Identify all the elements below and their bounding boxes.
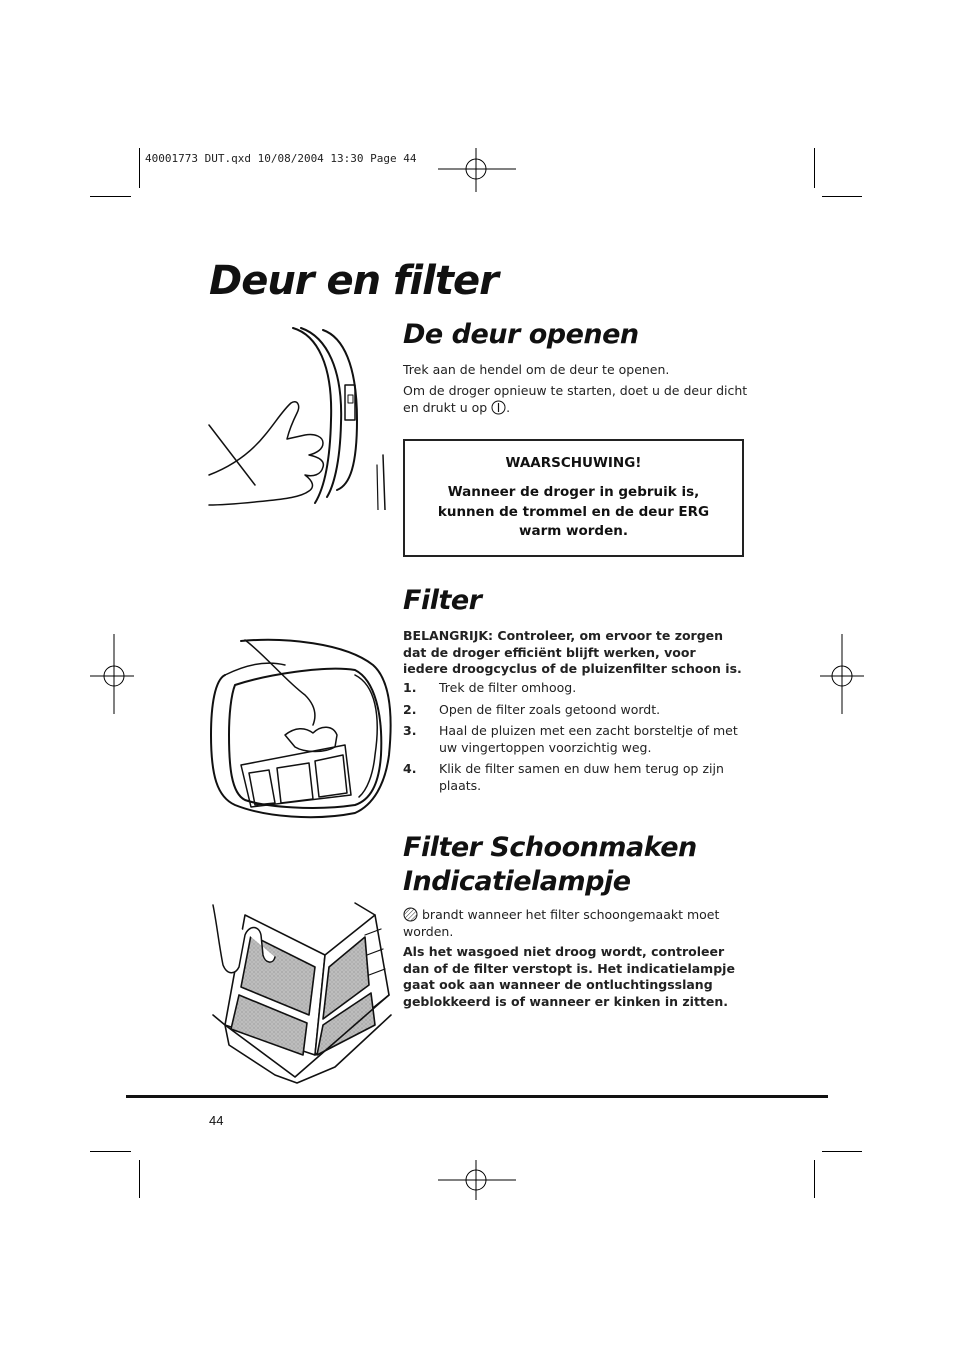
door-instruction-2-text: Om de droger opnieuw te starten, doet u de deur dicht en drukt u op <box>403 383 748 415</box>
step-text: Klik de filter samen en duw hem terug op zijn plaats. <box>439 761 724 793</box>
filter-indicator-icon <box>403 907 418 922</box>
filter-important-note: BELANGRIJK: Controleer, om ervoor te zorgen dat de droger efficiënt blijft werken, voor iedere droogcyclus of de pluizenfilter schoon is. <box>403 628 742 676</box>
door-instruction-1: Trek aan de hendel om de deur te openen. <box>403 362 670 377</box>
registration-mark-left <box>90 634 134 714</box>
step-number: 2. <box>403 701 417 717</box>
indicator-description <box>403 907 748 940</box>
indicator-section-heading <box>403 831 697 899</box>
list-item <box>403 680 748 697</box>
filter-steps-list <box>403 680 748 799</box>
door-instruction-2-suffix: . <box>506 399 511 415</box>
registration-mark-bottom <box>438 1160 518 1200</box>
filter-cleaning-illustration <box>205 895 395 1085</box>
file-slug: 40001773 DUT.qxd 10/08/2004 13:30 Page 44 <box>145 152 417 165</box>
step-text: Open de filter zoals getoond wordt. <box>439 701 661 717</box>
step-text: Trek de filter omhoog. <box>439 680 577 695</box>
step-number: 3. <box>403 723 417 738</box>
power-button-icon <box>491 400 506 415</box>
list-item <box>403 761 748 794</box>
door-section-heading: De deur openen <box>403 319 639 350</box>
door-opening-illustration <box>205 325 395 510</box>
footer-rule <box>126 1095 828 1098</box>
list-item <box>403 702 748 719</box>
page-number: 44 <box>209 1113 224 1128</box>
warning-box <box>403 439 744 557</box>
step-text: Haal de pluizen met een zacht borsteltje of met uw vingertoppen voorzichtig weg. <box>439 723 738 755</box>
registration-mark-right <box>820 634 864 714</box>
page-title: Deur en filter <box>209 258 498 304</box>
indicator-warning-note: Als het wasgoed niet droog wordt, controleer dan of de filter verstopt is. Het indicatielampje gaat ook aan wanneer de ontluchtingsslang geblokkeerd is of wanneer er kinken in zitten. <box>403 944 735 1009</box>
registration-mark-top <box>438 148 518 192</box>
warning-text: Wanneer de droger in gebruik is, kunnen de trommel en de deur ERG warm worden. <box>437 484 710 539</box>
list-item <box>403 723 748 756</box>
indicator-heading-line-1: Filter Schoonmaken <box>403 832 697 863</box>
step-number: 4. <box>403 761 417 776</box>
indicator-description-text: brandt wanneer het filter schoongemaakt moet worden. <box>403 907 720 939</box>
filter-section-heading: Filter <box>403 585 482 616</box>
door-instruction-2 <box>403 383 748 416</box>
warning-title: WAARSCHUWING! <box>505 455 642 471</box>
indicator-heading-line-2: Indicatielampje <box>403 866 631 897</box>
filter-removal-illustration <box>205 635 395 825</box>
step-number: 1. <box>403 680 417 695</box>
